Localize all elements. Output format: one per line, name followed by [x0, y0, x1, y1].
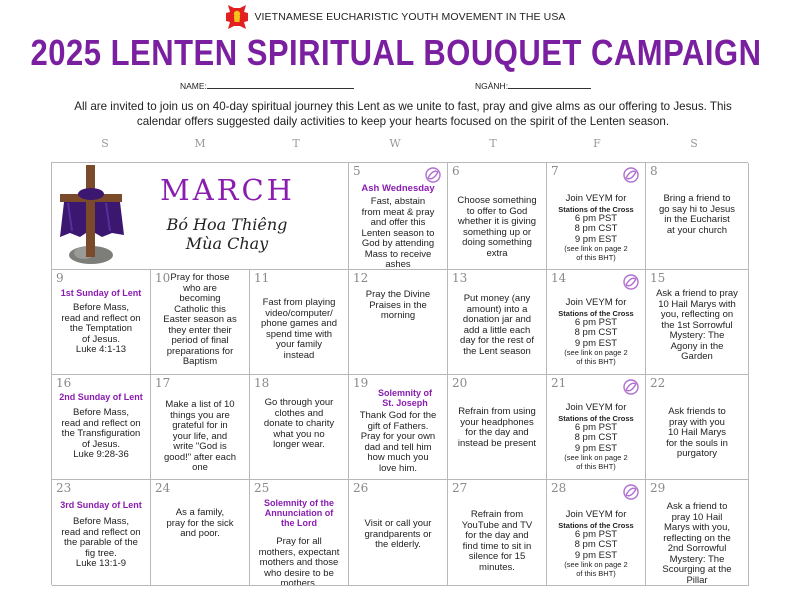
day-cell-18[interactable] — [250, 375, 349, 480]
day-number: 10 — [155, 271, 171, 285]
activity-text: Bring a friend to go say hi to Jesus in the Eucharist at your church — [658, 193, 736, 236]
day-cell-25[interactable] — [250, 480, 349, 586]
day-number: 26 — [353, 481, 369, 495]
day-number: 29 — [650, 481, 666, 495]
activity-text: Go through your clothes and donate to charity what you no longer wear. — [263, 397, 335, 450]
day-number: 14 — [551, 271, 567, 285]
day-number: 5 — [353, 164, 361, 178]
day-number: 8 — [650, 164, 658, 178]
weekday-wed: W — [389, 137, 401, 150]
activity-text: Ask a friend to pray 10 Hail Marys with you, reflecting on the 2nd Sorrowful Mystery: The Scourging at the Pillar — [662, 501, 732, 586]
day-cell-21[interactable] — [547, 375, 646, 480]
activity-text: Pray the Divine Praises in the morning — [365, 289, 431, 321]
day-number: 25 — [254, 481, 270, 495]
activity-text: Before Mass, read and reflect on the Temptation of Jesus. Luke 4:1-13 — [61, 302, 141, 355]
nganh-field[interactable] — [475, 80, 591, 91]
nganh-label: NGÀNH: — [475, 81, 509, 91]
cross-drape-image — [56, 163, 126, 268]
activity-text: Before Mass, read and reflect on the Transfiguration of Jesus. Luke 9:28-36 — [61, 407, 141, 460]
weekday-thu: T — [489, 137, 497, 150]
activity-text: Refrain from YouTube and TV for the day and find time to sit in silence for 15 minutes. — [461, 509, 533, 573]
rosary-swirl-icon — [621, 377, 641, 397]
day-number: 12 — [353, 271, 369, 285]
activity-text: Visit or call your grandparents or the elderly. — [364, 518, 432, 550]
weekday-sun: S — [101, 137, 109, 150]
vietnamese-title — [152, 215, 302, 253]
day-cell-26[interactable] — [349, 480, 448, 586]
day-number: 6 — [452, 164, 460, 178]
stations-info: Join VEYM for Stations of the Cross 6 pm PST 8 pm CST 9 pm EST (see link on page 2 of this BHT) — [558, 402, 634, 471]
script-line-2: Mùa Chay — [185, 234, 269, 253]
day-number: 11 — [254, 271, 270, 285]
feast-label: Ash Wednesday — [361, 183, 435, 194]
day-cell-11[interactable] — [250, 270, 349, 375]
day-cell-29[interactable] — [646, 480, 749, 586]
feast-label: Solemnity of St. Joseph — [377, 388, 432, 408]
activity-text: Ask friends to pray with you 10 Hail Marys for the souls in purgatory — [666, 406, 728, 459]
day-cell-27[interactable] — [448, 480, 547, 586]
day-cell-28[interactable] — [547, 480, 646, 586]
day-number: 23 — [56, 481, 72, 495]
feast-label: 2nd Sunday of Lent — [59, 392, 143, 402]
activity-text: Pray for all mothers, expectant mothers and those who desire to be mothers. — [258, 536, 340, 586]
feast-label: Solemnity of the Annunciation of the Lord — [263, 498, 334, 528]
activity-text: Fast from playing video/computer/ phone games and spend time with your family instead — [260, 297, 338, 361]
day-cell-22[interactable] — [646, 375, 749, 480]
feast-label: 3rd Sunday of Lent — [60, 500, 142, 510]
rosary-swirl-icon — [621, 272, 641, 292]
weekday-sat: S — [690, 137, 698, 150]
feast-label: 1st Sunday of Lent — [60, 288, 142, 298]
day-number: 21 — [551, 376, 567, 390]
activity-text: Fast, abstain from meat & pray and offer this Lenten season to God by attending Mass to receive ashes — [361, 196, 435, 270]
month-label: MARCH — [160, 173, 295, 207]
day-number: 19 — [353, 376, 369, 390]
day-number: 17 — [155, 376, 171, 390]
day-cell-9[interactable] — [52, 270, 151, 375]
day-cell-19[interactable] — [349, 375, 448, 480]
activity-text: Put money (any amount) into a donation jar and add a little each day for the rest of the Lent season — [460, 293, 534, 357]
org-header — [0, 4, 792, 30]
page-title: 2025 LENTEN SPIRITUAL BOUQUET CAMPAIGN — [30, 31, 762, 74]
day-number: 18 — [254, 376, 270, 390]
name-label: NAME: — [180, 81, 207, 91]
rosary-swirl-icon — [423, 165, 443, 185]
org-name: VIETNAMESE EUCHARISTIC YOUTH MOVEMENT IN THE USA — [254, 11, 566, 23]
activity-text: Thank God for the gift of Fathers. Pray for your own dad and tell him how much you love him. — [359, 410, 437, 474]
day-cell-8[interactable] — [646, 163, 749, 270]
day-number: 7 — [551, 164, 559, 178]
name-field[interactable] — [180, 80, 354, 91]
day-cell-13[interactable] — [448, 270, 547, 375]
day-cell-23[interactable] — [52, 480, 151, 586]
day-cell-24[interactable] — [151, 480, 250, 586]
weekday-fri: F — [593, 137, 601, 150]
calendar-grid — [51, 162, 748, 585]
stations-info: Join VEYM for Stations of the Cross 6 pm PST 8 pm CST 9 pm EST (see link on page 2 of this BHT) — [558, 193, 634, 262]
day-number: 15 — [650, 271, 666, 285]
veym-logo-icon — [226, 4, 248, 30]
intro-text: All are invited to join us on 40-day spiritual journey this Lent as we unite to fast, pray and give alms as our offering to Jesus. This calendar offers suggested daily activities to keep your hearts focused on the spirit of the Lenten season. — [74, 100, 732, 128]
day-cell-12[interactable] — [349, 270, 448, 375]
activity-text: As a family, pray for the sick and poor. — [166, 507, 234, 539]
stations-info: Join VEYM for Stations of the Cross 6 pm PST 8 pm CST 9 pm EST (see link on page 2 of this BHT) — [558, 509, 634, 578]
rosary-swirl-icon — [621, 482, 641, 502]
weekday-tue: T — [292, 137, 300, 150]
activity-text: Make a list of 10 things you are grateful for in your life, and write "God is good!" after each one — [163, 399, 237, 473]
day-cell-17[interactable] — [151, 375, 250, 480]
activity-text: Pray for those who are becoming Catholic this Easter season as they enter their period of final preparations for Baptism — [163, 272, 237, 367]
day-cell-5[interactable] — [349, 163, 448, 270]
day-number: 9 — [56, 271, 64, 285]
day-cell-20[interactable] — [448, 375, 547, 480]
activity-text: Refrain from using your headphones for the day and instead be present — [457, 406, 537, 449]
stations-info: Join VEYM for Stations of the Cross 6 pm PST 8 pm CST 9 pm EST (see link on page 2 of this BHT) — [558, 297, 634, 366]
day-cell-10[interactable] — [151, 270, 250, 375]
day-cell-16[interactable] — [52, 375, 151, 480]
day-cell-6[interactable] — [448, 163, 547, 270]
day-number: 28 — [551, 481, 567, 495]
day-cell-15[interactable] — [646, 270, 749, 375]
day-cell-14[interactable] — [547, 270, 646, 375]
day-number: 27 — [452, 481, 468, 495]
rosary-swirl-icon — [621, 165, 641, 185]
day-number: 13 — [452, 271, 468, 285]
day-number: 16 — [56, 376, 72, 390]
activity-text: Choose something to offer to God whether it is giving something up or doing something extra — [457, 195, 537, 259]
month-banner — [52, 163, 349, 270]
day-cell-7[interactable] — [547, 163, 646, 270]
day-number: 22 — [650, 376, 666, 390]
weekday-mon: M — [194, 137, 206, 150]
day-number: 20 — [452, 376, 468, 390]
day-number: 24 — [155, 481, 171, 495]
activity-text: Before Mass, read and reflect on the parable of the fig tree. Luke 13:1-9 — [61, 516, 141, 569]
activity-text: Ask a friend to pray 10 Hail Marys with you, reflecting on the 1st Sorrowful Mystery: The Agony in the Garden — [656, 288, 738, 362]
script-line-1: Bó Hoa Thiêng — [166, 215, 288, 234]
